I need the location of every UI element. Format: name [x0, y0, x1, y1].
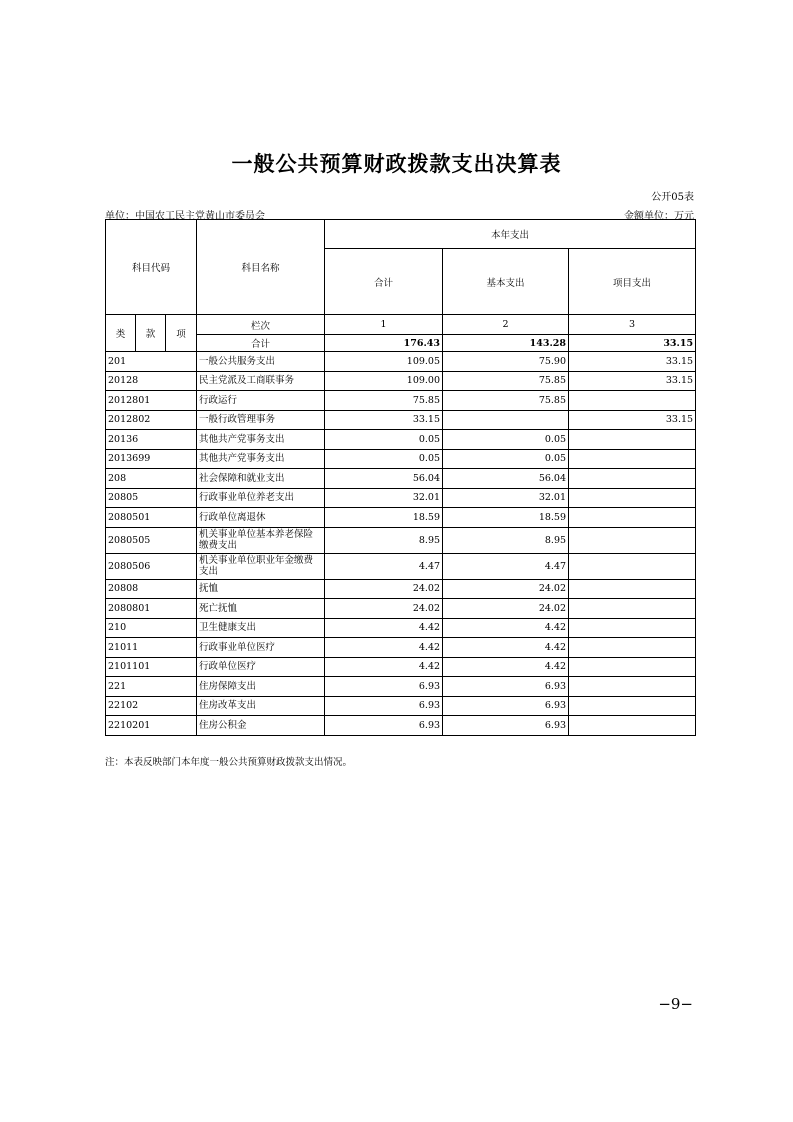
table-row: [106, 371, 696, 391]
row-basic: 4.47: [443, 553, 569, 579]
row-project: [569, 430, 696, 450]
row-project: [569, 716, 696, 736]
header-column-no: 栏次: [197, 315, 325, 335]
row-project: [569, 579, 696, 599]
row-code: 2210201: [106, 716, 197, 736]
row-total: 4.42: [325, 657, 443, 677]
row-name: 行政单位离退休: [197, 508, 325, 528]
row-basic: 32.01: [443, 488, 569, 508]
row-project: [569, 469, 696, 489]
unit-label: 单位：中国农工民主党黄山市委员会: [105, 211, 265, 222]
row-code: 210: [106, 618, 197, 638]
header-lei: 类: [106, 315, 136, 352]
table-row: [106, 391, 696, 411]
table-row: [106, 638, 696, 658]
row-project: [569, 638, 696, 658]
row-total: 4.42: [325, 618, 443, 638]
row-total: 32.01: [325, 488, 443, 508]
row-total: 4.47: [325, 553, 443, 579]
header-current-year: 本年支出: [325, 220, 696, 249]
table-row: [106, 553, 696, 579]
row-basic: 0.05: [443, 430, 569, 450]
row-basic: 75.85: [443, 391, 569, 411]
total-row-project: 33.15: [569, 335, 696, 352]
row-total: 56.04: [325, 469, 443, 489]
row-name: 其他共产党事务支出: [197, 449, 325, 469]
total-row-total: 176.43: [325, 335, 443, 352]
row-basic: 8.95: [443, 527, 569, 553]
table-row: [106, 716, 696, 736]
row-project: [569, 677, 696, 697]
row-code: 2101101: [106, 657, 197, 677]
header-col1: 1: [325, 315, 443, 335]
table-row: [106, 449, 696, 469]
row-total: 109.00: [325, 371, 443, 391]
row-name: 民主党派及工商联事务: [197, 371, 325, 391]
table-row: [106, 508, 696, 528]
row-total: 4.42: [325, 638, 443, 658]
table-row: [106, 579, 696, 599]
row-name: 机关事业单位基本养老保险缴费支出: [197, 527, 325, 553]
row-basic: 75.85: [443, 371, 569, 391]
row-total: 24.02: [325, 599, 443, 619]
row-total: 0.05: [325, 449, 443, 469]
row-name: 一般行政管理事务: [197, 410, 325, 430]
row-name: 住房改革支出: [197, 696, 325, 716]
row-code: 208: [106, 469, 197, 489]
row-project: [569, 657, 696, 677]
table-row: [106, 696, 696, 716]
row-code: 2080506: [106, 553, 197, 579]
row-total: 0.05: [325, 430, 443, 450]
row-basic: 6.93: [443, 696, 569, 716]
row-total: 33.15: [325, 410, 443, 430]
row-basic: 18.59: [443, 508, 569, 528]
row-name: 机关事业单位职业年金缴费支出: [197, 553, 325, 579]
row-basic: 75.90: [443, 352, 569, 372]
header-basic: 基本支出: [443, 249, 569, 315]
row-name: 一般公共服务支出: [197, 352, 325, 372]
table-row: [106, 430, 696, 450]
row-code: 2080501: [106, 508, 197, 528]
table-row: [106, 410, 696, 430]
page-number: −9−: [658, 995, 693, 1013]
row-basic: 6.93: [443, 716, 569, 736]
row-basic: 6.93: [443, 677, 569, 697]
form-number: 公开05表: [651, 192, 694, 203]
row-project: [569, 553, 696, 579]
row-total: 6.93: [325, 716, 443, 736]
row-name: 社会保障和就业支出: [197, 469, 325, 489]
page-title: 一般公共预算财政拨款支出决算表: [231, 152, 562, 176]
row-basic: 56.04: [443, 469, 569, 489]
row-code: 221: [106, 677, 197, 697]
row-basic: 4.42: [443, 618, 569, 638]
total-row-label: 合计: [197, 335, 325, 352]
expenditure-table: [105, 219, 696, 736]
header-project: 项目支出: [569, 249, 696, 315]
row-name: 其他共产党事务支出: [197, 430, 325, 450]
row-basic: 4.42: [443, 638, 569, 658]
row-name: 行政事业单位医疗: [197, 638, 325, 658]
row-basic: 24.02: [443, 579, 569, 599]
table-row: [106, 469, 696, 489]
row-name: 行政事业单位养老支出: [197, 488, 325, 508]
row-name: 抚恤: [197, 579, 325, 599]
amount-unit-label: 金额单位：万元: [624, 211, 694, 222]
row-code: 21011: [106, 638, 197, 658]
header-col3: 3: [569, 315, 696, 335]
row-name: 住房保障支出: [197, 677, 325, 697]
header-total: 合计: [325, 249, 443, 315]
table-row: [106, 618, 696, 638]
header-col2: 2: [443, 315, 569, 335]
row-project: [569, 599, 696, 619]
row-name: 死亡抚恤: [197, 599, 325, 619]
row-total: 75.85: [325, 391, 443, 411]
row-project: [569, 618, 696, 638]
header-kuan: 款: [136, 315, 166, 352]
row-name: 卫生健康支出: [197, 618, 325, 638]
table-row: [106, 657, 696, 677]
row-code: 2080801: [106, 599, 197, 619]
row-project: [569, 488, 696, 508]
header-subject-code: 科目代码: [106, 220, 197, 315]
table-row: [106, 527, 696, 553]
row-name: 住房公积金: [197, 716, 325, 736]
table-row: [106, 599, 696, 619]
row-code: 2013699: [106, 449, 197, 469]
row-code: 22102: [106, 696, 197, 716]
table-row: [106, 677, 696, 697]
row-project: [569, 449, 696, 469]
row-code: 20805: [106, 488, 197, 508]
row-project: [569, 391, 696, 411]
row-project: [569, 527, 696, 553]
table-row: [106, 352, 696, 372]
footnote: 注：本表反映部门本年度一般公共预算财政拨款支出情况。: [105, 757, 353, 768]
total-row-basic: 143.28: [443, 335, 569, 352]
row-code: 201: [106, 352, 197, 372]
row-name: 行政单位医疗: [197, 657, 325, 677]
row-total: 18.59: [325, 508, 443, 528]
row-project: 33.15: [569, 410, 696, 430]
row-total: 6.93: [325, 696, 443, 716]
row-code: 20128: [106, 371, 197, 391]
row-project: 33.15: [569, 371, 696, 391]
header-subject-name: 科目名称: [197, 220, 325, 315]
row-project: [569, 696, 696, 716]
row-name: 行政运行: [197, 391, 325, 411]
row-code: 2012801: [106, 391, 197, 411]
row-total: 24.02: [325, 579, 443, 599]
row-total: 6.93: [325, 677, 443, 697]
row-basic: 4.42: [443, 657, 569, 677]
table-row: [106, 488, 696, 508]
row-code: 2012802: [106, 410, 197, 430]
row-total: 109.05: [325, 352, 443, 372]
row-basic: [443, 410, 569, 430]
row-code: 20136: [106, 430, 197, 450]
row-code: 2080505: [106, 527, 197, 553]
row-project: 33.15: [569, 352, 696, 372]
header-xiang: 项: [166, 315, 197, 352]
row-code: 20808: [106, 579, 197, 599]
row-project: [569, 508, 696, 528]
row-basic: 24.02: [443, 599, 569, 619]
row-basic: 0.05: [443, 449, 569, 469]
row-total: 8.95: [325, 527, 443, 553]
